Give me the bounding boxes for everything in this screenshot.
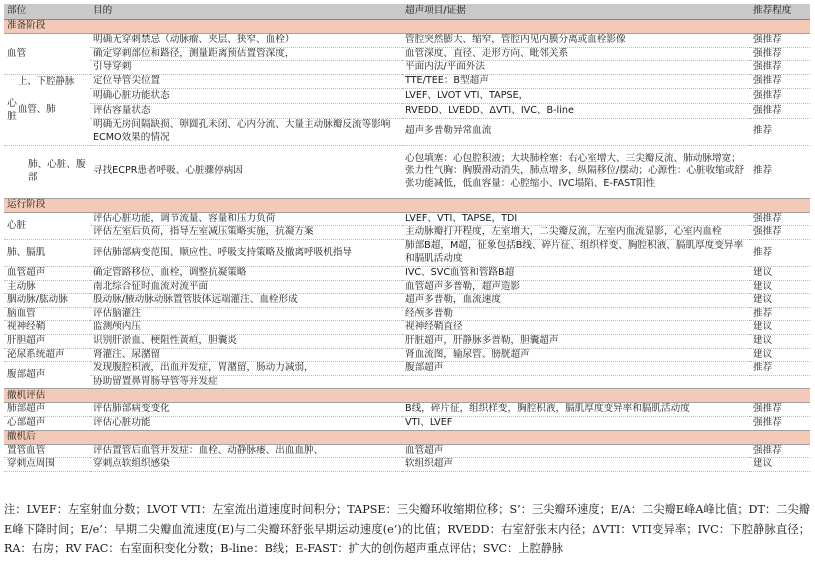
- table-row: [4, 74, 810, 89]
- cell-purpose: 监测颅内压: [90, 321, 402, 335]
- table-row: [4, 294, 810, 308]
- cell-purpose: 引导穿刺: [90, 61, 402, 75]
- cell-grade: 建议: [750, 266, 810, 280]
- table-footnote: 注：LVEF：左室射血分数；LVOT VTI：左室流出道速度时间积分；TAPSE：三尖瓣环收缩期位移；S’：三尖瓣环速度；E/A：二尖瓣E峰A峰比值；DT：二尖瓣E峰下降时间；E/e’：早期二尖瓣血流速度(E)与二尖瓣环舒张早期运动速度(e’)的比值；RVEDD：右室舒张末内径；ΔVTI：VTI变异率；IVC：下腔静脉直径；RA：右房；RV FAC：右室面积变化分数；B-line：B线；E-FAST：扩大的创伤超声重点评估；SVC：上腔静脉: [4, 503, 810, 555]
- header-grade: 推荐程度: [750, 4, 810, 20]
- cell-evidence: 血管深度、直径、走形方向、毗邻关系: [402, 47, 750, 61]
- section-title: 准备阶段: [4, 20, 810, 34]
- cell-purpose: 评估肺部病变范围、顺应性、呼吸支持策略及撤离呼吸机指导: [90, 239, 402, 266]
- cell-evidence: 软组织超声: [402, 458, 750, 472]
- cell-part: 脑血管: [4, 307, 90, 321]
- header-part: 部位: [4, 4, 90, 20]
- cell-grade: 推荐: [750, 118, 810, 145]
- cell-evidence: 视神经鞘直径: [402, 321, 750, 335]
- table-row: [4, 362, 810, 376]
- table-row: [4, 61, 810, 75]
- table-row: [4, 416, 810, 430]
- cell-purpose: 评估左室后负荷，指导左室减压策略实施，抗凝方案: [90, 226, 402, 240]
- cell-part-ivc: 上、下腔静脉: [18, 75, 75, 87]
- table-row: [4, 444, 810, 458]
- table-row: [4, 280, 810, 294]
- cell-evidence: RVEDD、LVEDD、ΔVTI、IVC、B-line: [402, 104, 750, 119]
- cell-grade: 强推荐: [750, 34, 810, 48]
- cell-grade: 推荐: [750, 362, 810, 376]
- cell-part-vessel-lung: 血管、肺: [18, 103, 56, 115]
- table-row: [4, 334, 810, 348]
- header-evidence: 超声项目/证据: [402, 4, 750, 20]
- cell-evidence: 管腔突然膨大、缩窄，管腔内见内膜分离或血栓影像: [402, 34, 750, 48]
- table-row: [4, 348, 810, 362]
- cell-part: 血管超声: [4, 266, 90, 280]
- cell-evidence: VTI、LVEF: [402, 416, 750, 430]
- cell-part-heart: 心脏: [7, 97, 17, 122]
- table-row: [4, 212, 810, 226]
- cell-part: 视神经鞘: [4, 321, 90, 335]
- cell-grade: 强推荐: [750, 444, 810, 458]
- cell-purpose: 评估脑灌注: [90, 307, 402, 321]
- cell-grade: 推荐: [750, 145, 810, 198]
- cell-evidence: [402, 375, 750, 389]
- section-row-after: [4, 430, 810, 444]
- section-row-wean: [4, 389, 810, 403]
- cell-evidence: 主动脉瓣打开程度，左室增大，二尖瓣反流，左室内血流显影，心室内血栓: [402, 226, 750, 240]
- cell-evidence: 超声多普勒异常血流: [402, 118, 750, 145]
- cell-grade: 强推荐: [750, 226, 810, 240]
- cell-evidence: IVC、SVC血管和管路B超: [402, 266, 750, 280]
- cell-purpose: 评估置管后血管并发症：血栓、动静脉瘘、出血血肿、: [90, 444, 402, 458]
- cell-purpose: 定位导管尖位置: [90, 74, 402, 89]
- cell-evidence: 肾血流图，输尿管、膀胱超声: [402, 348, 750, 362]
- cell-purpose: 评估心脏功能，调节流量、容量和压力负荷: [90, 212, 402, 226]
- cell-purpose: 评估肺部病变变化: [90, 403, 402, 417]
- table-row: [4, 89, 810, 104]
- cell-grade: 推荐: [750, 307, 810, 321]
- cell-part: 肝胆超声: [4, 334, 90, 348]
- section-title: 撤机评估: [4, 389, 810, 403]
- cell-grade: [750, 375, 810, 389]
- cell-evidence: 腹部超声: [402, 362, 750, 376]
- cell-part: 肺部超声: [4, 403, 90, 417]
- table-row: [4, 34, 810, 48]
- section-row-run: [4, 198, 810, 212]
- cell-purpose: 寻找ECPR患者呼吸、心脏骤停病因: [90, 145, 402, 198]
- table-row: [4, 307, 810, 321]
- cell-grade: 强推荐: [750, 416, 810, 430]
- cell-grade: 强推荐: [750, 212, 810, 226]
- cell-part: 主动脉: [4, 280, 90, 294]
- cell-grade: 强推荐: [750, 74, 810, 89]
- table-row: [4, 226, 810, 240]
- cell-grade: 建议: [750, 294, 810, 308]
- table-row: [4, 118, 810, 145]
- cell-evidence: 肺部B超，M超，征象包括B线、碎片征、组织样变、胸腔积液、膈肌厚度变异率和膈肌活动度: [402, 239, 750, 266]
- cell-grade: 建议: [750, 458, 810, 472]
- cell-part: 穿刺点周围: [4, 458, 90, 472]
- cell-part: 胭动脉/肱动脉: [4, 294, 90, 308]
- table-row: [4, 104, 810, 119]
- cell-purpose: 评估心脏功能: [90, 416, 402, 430]
- cell-purpose: 协助留置鼻胃肠导管等并发症: [90, 375, 402, 389]
- cell-grade: 强推荐: [750, 61, 810, 75]
- cell-grade: 强推荐: [750, 403, 810, 417]
- table-row: [4, 321, 810, 335]
- table-row: [4, 403, 810, 417]
- cell-part: 肺、心脏、腹部: [4, 145, 90, 198]
- cell-evidence: LVEF、LVOT VTI、TAPSE，: [402, 89, 750, 104]
- cell-evidence: 平面内法/平面外法: [402, 61, 750, 75]
- cell-grade: 强推荐: [750, 89, 810, 104]
- table-row: [4, 47, 810, 61]
- cell-part: 心部超声: [4, 416, 90, 430]
- section-title: 运行阶段: [4, 198, 810, 212]
- ecmo-ultrasound-table: [4, 4, 810, 472]
- cell-purpose: 穿刺点软组织感染: [90, 458, 402, 472]
- table-row: [4, 239, 810, 266]
- cell-purpose: 明确无房间隔缺损、卵圆孔未闭、心内分流、大量主动脉瓣反流等影响ECMO效果的情况: [90, 118, 402, 145]
- cell-grade: 强推荐: [750, 47, 810, 61]
- cell-purpose: 明确无穿刺禁忌（动脉瘤、夹层、狭窄、血栓）: [90, 34, 402, 48]
- cell-evidence: TTE/TEE：B型超声: [402, 74, 750, 89]
- cell-purpose: 发现腹腔积液，出血并发症，胃潴留，肠动力减弱，: [90, 362, 402, 376]
- section-title: 撤机后: [4, 430, 810, 444]
- cell-part: 肺、膈肌: [4, 239, 90, 266]
- cell-purpose: 确定管路移位、血栓，调整抗凝策略: [90, 266, 402, 280]
- cell-part: 置管血管: [4, 444, 90, 458]
- cell-grade: 强推荐: [750, 104, 810, 119]
- header-purpose: 目的: [90, 4, 402, 20]
- cell-purpose: 确定穿刺部位和路径，测量距离预估置管深度，: [90, 47, 402, 61]
- cell-part-group: [4, 74, 90, 145]
- cell-evidence: 心包填塞：心包腔积液；大块肺栓塞：右心室增大、三尖瓣反流、肺动脉增宽；张力性气胸：胸膜滑动消失，肺点增多，纵隔移位/摆动；心源性：心脏收缩或舒张功能减低，低血容量：心腔缩小、IVC塌陷、E-FAST阳性: [402, 145, 750, 198]
- cell-evidence: 经颅多普勒: [402, 307, 750, 321]
- table-row: [4, 266, 810, 280]
- cell-evidence: 肝脏超声，肝静脉多普勒，胆囊超声: [402, 334, 750, 348]
- cell-grade: 建议: [750, 280, 810, 294]
- cell-purpose: 识别肝淤血、梗阻性黄疸，胆囊炎: [90, 334, 402, 348]
- cell-purpose: 明确心脏功能状态: [90, 89, 402, 104]
- cell-part: 血管: [4, 34, 90, 75]
- cell-purpose: 南北综合征时血流对流平面: [90, 280, 402, 294]
- cell-evidence: 血管超声: [402, 444, 750, 458]
- table-row: [4, 145, 810, 198]
- table-header-row: [4, 4, 810, 20]
- table-row: [4, 375, 810, 389]
- cell-part: 心脏: [4, 212, 90, 239]
- cell-grade: 建议: [750, 348, 810, 362]
- ultrasound-table-container: [4, 4, 810, 472]
- cell-evidence: 超声多普勒，血流速度: [402, 294, 750, 308]
- cell-purpose: 肾灌注、尿潴留: [90, 348, 402, 362]
- cell-grade: 推荐: [750, 239, 810, 266]
- cell-evidence: LVEF、VTI、TAPSE，TDI: [402, 212, 750, 226]
- cell-grade: 建议: [750, 334, 810, 348]
- table-row: [4, 458, 810, 472]
- section-row-prep: [4, 20, 810, 34]
- cell-evidence: B线，碎片征，组织样变，胸腔积液，膈肌厚度变异率和膈肌活动度: [402, 403, 750, 417]
- cell-part: 腹部超声: [4, 362, 90, 389]
- cell-grade: 建议: [750, 321, 810, 335]
- cell-part: 泌尿系统超声: [4, 348, 90, 362]
- cell-evidence: 血管超声多普勒，超声造影: [402, 280, 750, 294]
- cell-purpose: 股动脉/腋动脉动脉置管肢体远端灌注、血栓形成: [90, 294, 402, 308]
- cell-purpose: 评估容量状态: [90, 104, 402, 119]
